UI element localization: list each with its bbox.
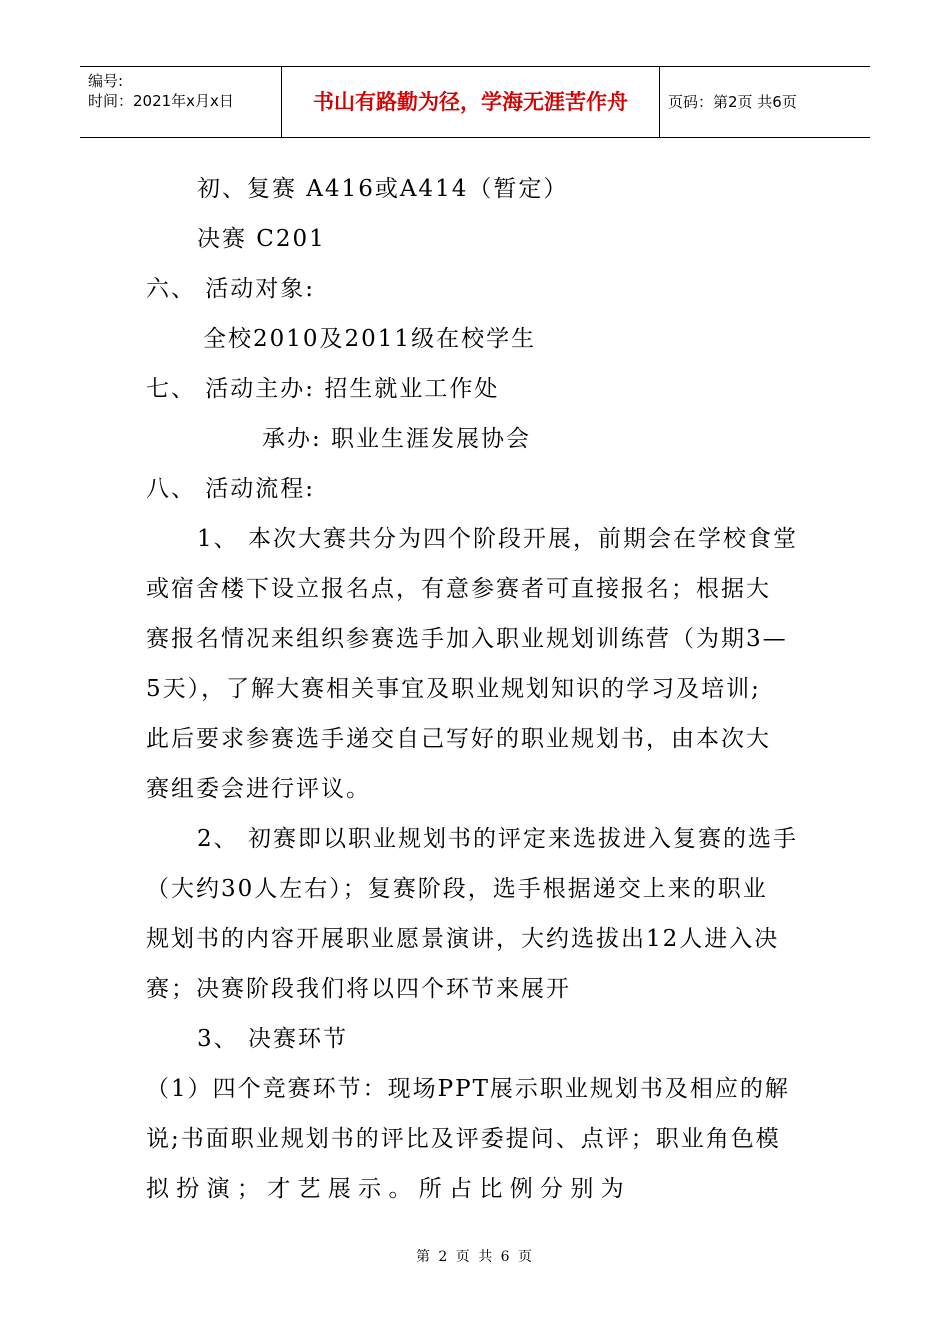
page-header xyxy=(80,66,870,138)
venue-final-line: 决赛 C201 xyxy=(197,226,326,252)
paragraph-line: 赛报名情况来组织参赛选手加入职业规划训练营（为期3— xyxy=(146,626,788,652)
finals-stage-heading: 3、 决赛环节 xyxy=(197,1026,348,1052)
paragraph-line: 此后要求参赛选手递交自己写好的职业规划书，由本次大 xyxy=(146,726,771,752)
paragraph-line: 赛；决赛阶段我们将以四个环节来展开 xyxy=(146,976,571,1002)
section-six-heading: 六、 活动对象: xyxy=(146,276,316,302)
section-seven-heading: 七、 活动主办: 招生就业工作处 xyxy=(146,376,500,402)
header-meta-cell xyxy=(80,67,282,137)
paragraph-line: 赛组委会进行评议。 xyxy=(146,776,371,802)
paragraph-line: 1、 本次大赛共分为四个阶段开展，前期会在学校食堂 xyxy=(197,526,798,552)
document-date-label: 时间：2021年x月x日 xyxy=(88,92,234,110)
paragraph-line: （1）四个竞赛环节：现场PPT展示职业规划书及相应的解 xyxy=(146,1076,790,1102)
paragraph-line: 或宿舍楼下设立报名点，有意参赛者可直接报名；根据大 xyxy=(146,576,771,602)
venue-prelim-line: 初、复赛 A416或A414（暂定） xyxy=(197,176,569,202)
audience-line: 全校2010及2011级在校学生 xyxy=(203,326,537,352)
paragraph-line: 规划书的内容开展职业愿景演讲，大约选拔出12人进入决 xyxy=(146,926,780,952)
section-eight-heading: 八、 活动流程: xyxy=(146,476,316,502)
page-footer: 第 2 页 共 6 页 xyxy=(415,1249,535,1265)
co-organizer-line: 承办: 职业生涯发展协会 xyxy=(262,426,532,452)
header-motto: 书山有路勤为径，学海无涯苦作舟 xyxy=(282,67,660,137)
document-number-label: 编号: xyxy=(88,72,124,90)
paragraph-line: 拟 扮 演 ； 才 艺 展 示 。 所 占 比 例 分 别 为 xyxy=(146,1176,624,1202)
header-page-number: 页码：第2页 共6页 xyxy=(668,93,797,111)
paragraph-line: （大约30人左右）；复赛阶段，选手根据递交上来的职业 xyxy=(146,876,768,902)
paragraph-line: 说;书面职业规划书的评比及评委提问、点评；职业角色模 xyxy=(146,1126,781,1152)
paragraph-line: 2、 初赛即以职业规划书的评定来选拔进入复赛的选手 xyxy=(197,826,798,852)
paragraph-line: 5天），了解大赛相关事宜及职业规划知识的学习及培训; xyxy=(146,676,761,702)
